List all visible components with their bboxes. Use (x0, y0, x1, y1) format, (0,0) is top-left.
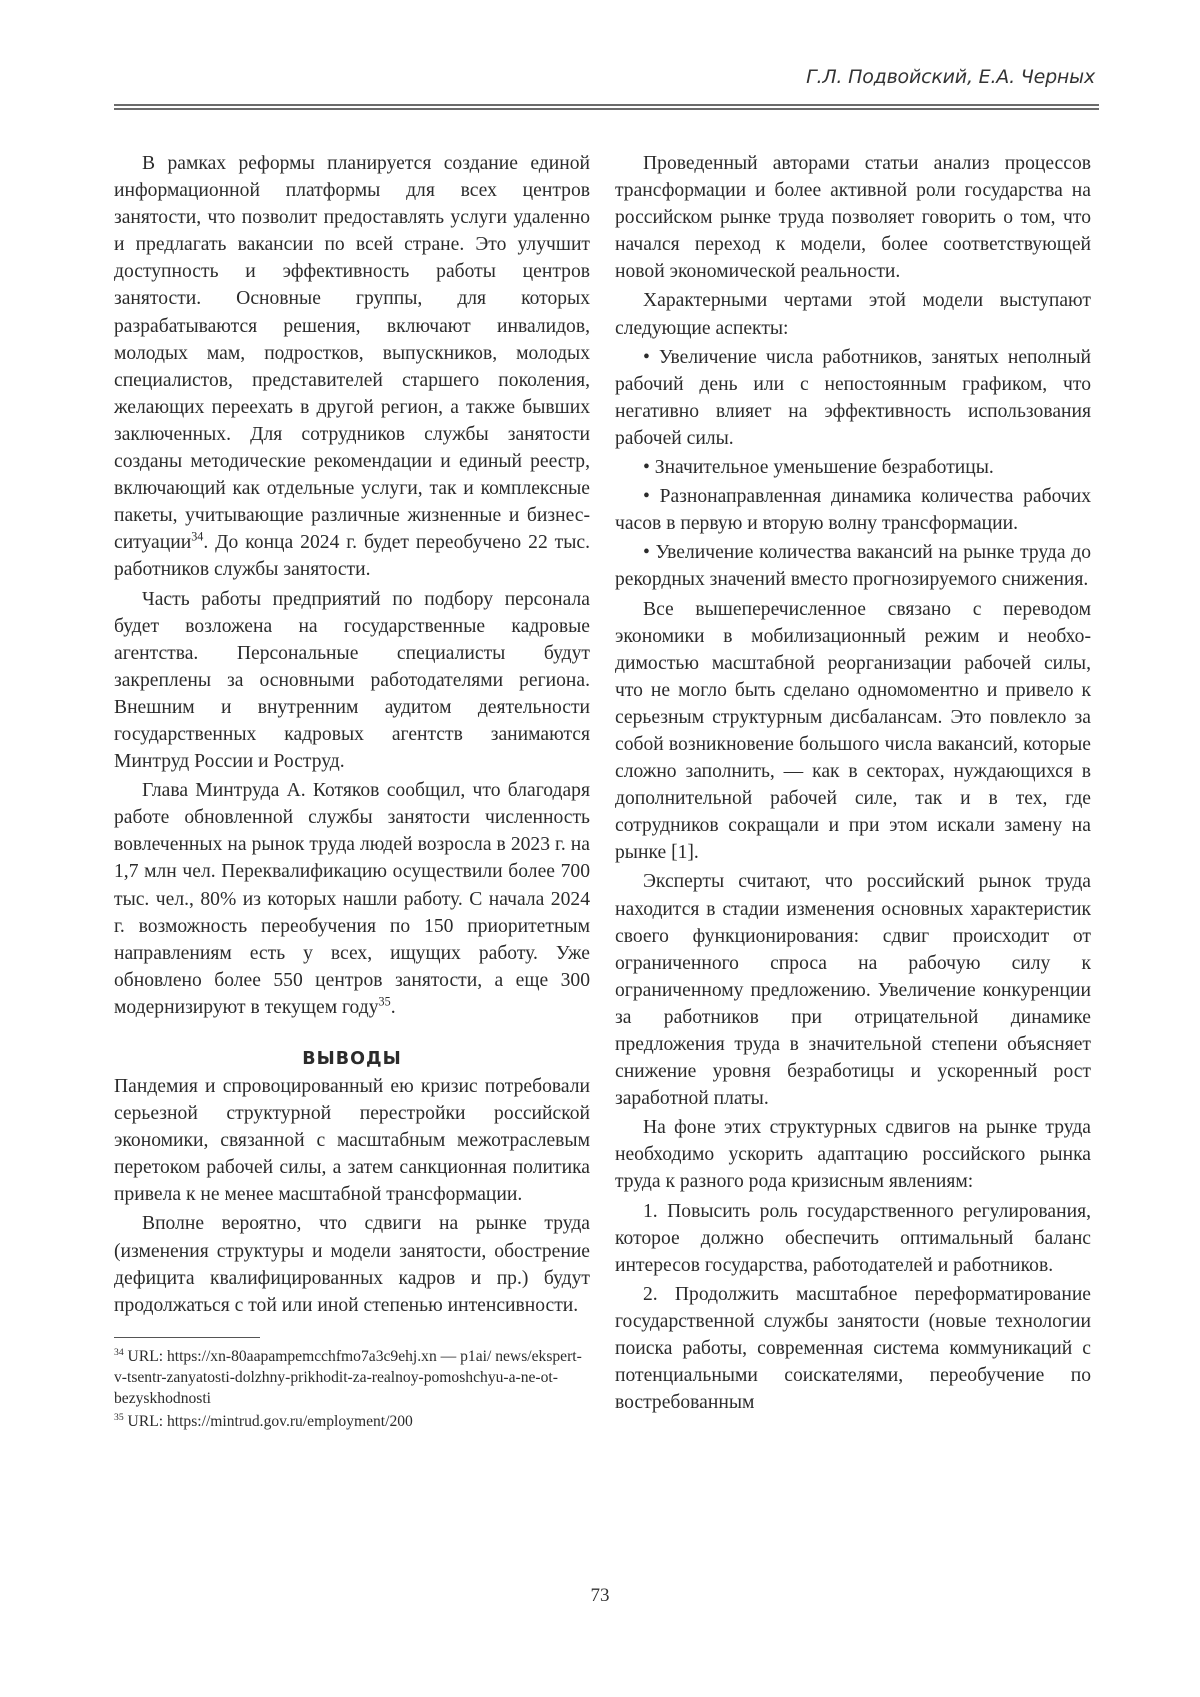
footnote-number: 35 (114, 1411, 124, 1423)
footnote-url[interactable]: URL: https://xn-80aapampemcchfmo7a3c9ehj.xn — p1ai/ news/ekspert-v-tsentr-zanyatosti-dolzhny-prikhodit-za-realnoy-pomoshchyu-a-ne-ot-bezyskhodnosti (114, 1347, 582, 1407)
footnote-ref-34[interactable]: 34 (191, 529, 204, 544)
paragraph-experts: Эксперты считают, что российский рынок труда находится в стадии изменения основных характеристик своего функционирования: сдвиг происходит от ограниченного спроса на рабочую силу к ограниченному предложению. Увеличение конкуренции за работников при отрицательной динамике предложения труда в значительной степени объясняет снижение уровня безработицы и ускоренный рост заработной платы. (615, 871, 1091, 1110)
footnote-url[interactable]: URL: https://mintrud.gov.ru/employment/200 (123, 1412, 413, 1430)
paragraph-tail: . До конца 2024 г. будет переобучено 22 тыс. работников службы занятости. (114, 532, 590, 581)
footnote-35 (114, 1411, 590, 1432)
numbered-item: 1. Повысить роль государственного регулирования, которое должно обеспечить оптимальный баланс интересов государства, работодателей и работников. (615, 1200, 1091, 1276)
paragraph-kotyakov (114, 777, 590, 1021)
section-heading-conclusions: ВЫВОДЫ (302, 1049, 402, 1069)
paragraph-text: В рамках реформы планируется создание единой информационной платформы для всех центров занятости, что позволит предоставлять услуги удаленно и предлагать вакансии по всей стране. Это улучшит доступность и эффективность работы центров занятости. Основные группы, для которых разрабатываются решения, включают инвалидов, молодых мам, подростков, выпускников, молодых специалистов, представителей старшего поколения, желающих переехать в другой регион, а также бывших заключенных. Для сотрудников службы занятости созданы методические рекомендации и единый реестр, включающий как отдельные услуги, так и комплексные пакеты, учитывающие различные жизненные и бизнес-ситуации (114, 153, 590, 554)
paragraph-tail: . (390, 996, 396, 1018)
paragraph-model-features: Характерными чертами этой модели выступают следующие аспекты: (615, 290, 1091, 339)
paragraph-mobilization: Все вышеперечисленное связано с переводом экономики в мобилизационный режим и необходимостью масштабной реорганизации рабочей силы, что не могло быть сделано одномоментно и привело к серьезным структурным дисбалансам. Это повлекло за собой возникновение большого числа вакансий, которые сложно заполнить, — как в секторах, нуждающихся в дополнительной рабочей силе, так и в тех, где сотрудников сокращали и при этом искали замену на рынке [1]. (615, 598, 1091, 864)
paragraph-reform-platform (114, 150, 590, 584)
paragraph-analysis: Проведенный авторами статьи анализ процессов трансформации и более активной роли государства на российском рынке труда позволяет говорить о том, что начался переход к модели, более соответствующей новой экономической реальности. (615, 153, 1091, 283)
left-column (114, 150, 590, 1434)
paragraph-hr-agencies: Часть работы предприятий по подбору персонала будет возложена на государственные кадровые агентства. Персональные специалисты будут закреплены за основными работодателями региона. Внешним и внутренним аудитом деятельности государственных кадровых агентств занимаются Минтруд России и Роструд. (114, 588, 590, 773)
running-head-authors: Г.Л. Подвойский, Е.А. Черных (806, 66, 1095, 88)
footnote-separator (114, 1337, 260, 1338)
footnote-number: 34 (114, 1346, 124, 1358)
bullet-item: • Разнонаправленная динамика количества рабочих часов в первую и вторую волну трансформации. (615, 486, 1091, 535)
paragraph-adaptation: На фоне этих структурных сдвигов на рынке труда необходимо ускорить адаптацию российского рынка труда к разного рода кризисным явлениям: (615, 1117, 1091, 1193)
right-column (615, 150, 1091, 1418)
bullet-item: • Значительное уменьшение безработицы. (643, 457, 994, 479)
bullet-item: • Увеличение числа работников, занятых неполный рабочий день или с непостоянным графиком, что негативно влияет на эффективность использования рабочей силы. (615, 346, 1091, 449)
paragraph-text: Глава Минтруда А. Котяков сообщил, что благодаря работе обновленной службы занятости численность вовлеченных на рынок труда людей возросла в 2023 г. на 1,7 млн чел. Переквалификацию осуществили более 700 тыс. чел., 80% из которых нашли работу. С начала 2024 г. возможность переобучения по 150 приоритетным направлениям есть у всех, ищущих работу. Уже обновлено более 550 центров занятости, а еще 300 модернизируют в текущем году (114, 780, 590, 1018)
footnote-ref-35[interactable]: 35 (378, 994, 391, 1009)
numbered-item: 2. Продолжить масштабное переформатирование государственной службы занятости (новые технологии поиска работы, современная система коммуникаций с потенциальными соискателями, переобучение по востребованным (615, 1283, 1091, 1414)
paragraph-pandemic: Пандемия и спровоцированный ею кризис потребовали серьезной структурной перестройки российской экономики, связанной с масштабным межотраслевым перетоком рабочей силы, а затем санкционная политика привела к не менее масштабной трансформации. (114, 1076, 590, 1206)
bullet-item: • Увеличение количества вакансий на рынке труда до рекордных значений вместо прогнозируемого снижения. (615, 542, 1091, 591)
page-number: 73 (590, 1585, 610, 1606)
paragraph-shifts: Вполне вероятно, что сдвиги на рынке труда (изменения структуры и модели занятости, обострение дефицита квалифицированных кадров и пр.) будут продолжаться с той или иной степенью интенсивности. (114, 1213, 590, 1316)
header-double-rule (114, 104, 1099, 110)
footnote-34 (114, 1346, 590, 1409)
